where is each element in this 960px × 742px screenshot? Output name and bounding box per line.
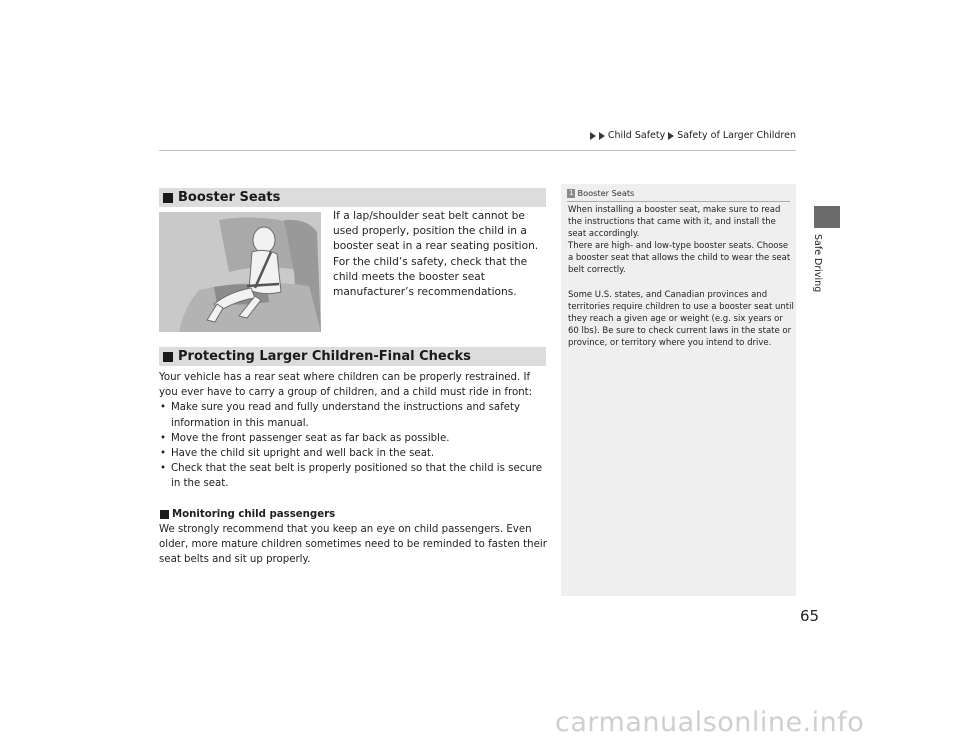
note-paragraph: Some U.S. states, and Canadian provinces and territories require children to use a booster seat until they reach a given age or weight (e.g. six years or 60 lbs). Be sure to check current laws in the state or province, or territory where you intend to drive. xyxy=(568,289,794,348)
list-item: • Move the front passenger seat as far back as possible. xyxy=(159,431,549,446)
chapter-tab-marker[interactable] xyxy=(814,206,840,228)
final-checks-body xyxy=(159,370,549,567)
subheading-monitoring xyxy=(159,507,549,522)
monitoring-text: We strongly recommend that you keep an eye on child passengers. Even older, more mature children sometimes need to be reminded to fasten their seat belts and sit up properly. xyxy=(159,523,547,566)
breadcrumb-item-larger-children[interactable]: Safety of Larger Children xyxy=(677,130,796,141)
section-heading-text: Protecting Larger Children-Final Checks xyxy=(178,349,471,364)
square-bullet-icon xyxy=(163,193,173,203)
final-checks-intro: Your vehicle has a rear seat where children can be properly restrained. If you ever have to carry a group of children, and a child must ride in front: xyxy=(159,372,533,399)
section-heading-text: Booster Seats xyxy=(178,190,281,205)
final-checks-list xyxy=(159,400,549,491)
note-paragraph: When installing a booster seat, make sure to read the instructions that came with it, and install the seat accordingly. xyxy=(568,205,781,240)
booster-seat-illustration xyxy=(159,212,321,332)
breadcrumb-item-child-safety[interactable]: Child Safety xyxy=(607,130,666,141)
chapter-tab-label[interactable]: Safe Driving xyxy=(812,234,823,293)
list-item: • Have the child sit upright and well back in the seat. xyxy=(159,446,549,461)
booster-intro-text: If a lap/shoulder seat belt cannot be used properly, position the child in a booster seat in a rear seating position. For the child’s safety, check that the child meets the booster seat manufacturer’s recommendations. xyxy=(333,210,539,299)
breadcrumb-arrow-icon xyxy=(590,132,596,140)
list-item: • Make sure you read and fully understand the instructions and safety information in this manual. xyxy=(159,400,549,430)
breadcrumb-arrow-icon xyxy=(668,132,674,140)
note-marker: 1 xyxy=(569,188,574,197)
breadcrumb xyxy=(590,130,796,141)
section-heading-booster-seats xyxy=(159,188,546,207)
subheading-text: Monitoring child passengers xyxy=(172,508,336,520)
note-title-text: Booster Seats xyxy=(577,188,635,198)
square-bullet-icon xyxy=(160,510,169,519)
page-number: 65 xyxy=(800,607,820,625)
list-item: • Check that the seat belt is properly positioned so that the child is secure in the seat. xyxy=(159,461,549,491)
note-title xyxy=(567,188,634,198)
note-divider xyxy=(567,201,790,202)
breadcrumb-arrow-icon xyxy=(599,132,605,140)
header-divider xyxy=(159,150,796,151)
watermark: carmanualsonline.info xyxy=(555,707,865,738)
note-paragraph: There are high- and low-type booster seats. Choose a booster seat that allows the child to wear the seat belt correctly. xyxy=(568,241,791,276)
square-bullet-icon xyxy=(163,352,173,362)
section-heading-final-checks xyxy=(159,347,546,366)
note-body xyxy=(568,204,794,349)
sidebar-note xyxy=(561,184,796,596)
